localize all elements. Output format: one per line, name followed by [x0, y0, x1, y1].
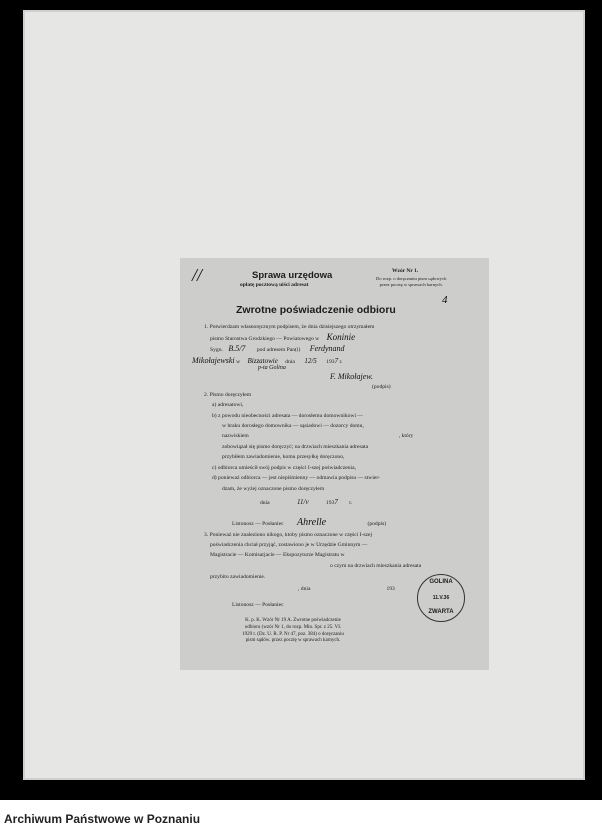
section-3-date-line: , dnia 193	[298, 586, 395, 592]
section-2-heading: 2. Pismo doręczyłem	[204, 392, 252, 398]
section-2-date-line: dnia 11/v 1937 r.	[260, 498, 353, 506]
handwritten-case-number: B.5/7	[228, 344, 246, 353]
handwritten-mark-left: //	[192, 265, 203, 285]
regulation-reference: Do rozp. o doręczaniu pism sądowych przez pocztę w sprawach karnych.	[376, 276, 447, 287]
signature-caption: (podpis)	[372, 384, 391, 390]
section-2-b3: nazwiskiem , który	[222, 433, 414, 439]
handwritten-surname: Mikołajewski	[192, 356, 235, 365]
section-1-line-4: Mikołajewski w Bizzatowie dnia 12/5 1937 r.	[192, 356, 343, 365]
section-2-a: a) adresatowi,	[212, 402, 244, 408]
form-title: Zwrotne poświadczenie odbioru	[236, 304, 396, 316]
section-2-d1: d) ponieważ odbiorca — jest niepiśmienny — odmawia podpisu — stwier-	[212, 475, 380, 481]
form-footnote: K. p. K. Wzór Nr 19 A. Zwrotne poświadczenie odbioru (wzór Nr 1, do rozp. Min. Spr. z 25. VI. 1929 r. (Dz. U. R. P. Nr 47, poz. 384) o doręczaniu pism sądów. przez pocztę w sprawach karnych.	[242, 618, 344, 644]
section-1-line-1: 1. Potwierdzam własnoręcznym podpisem, że dnia dzisiejszego otrzymałem	[204, 324, 375, 330]
archival-page	[23, 10, 585, 780]
stamp-bottom: ZWARTA	[428, 609, 454, 615]
stamp-town: GOLINA	[429, 579, 453, 585]
section-3-line-1: 3. Ponieważ nie znaleziono nikogo, ktoby pismo oznaczone w części I-szej	[204, 532, 373, 538]
postman-line-2: Listonosz — Posłaniec	[232, 602, 284, 608]
postmark-stamp	[417, 574, 465, 622]
section-2-b5: przybiłem zawiadomienie, komu przesyłkę doręczono,	[222, 454, 345, 460]
handwritten-mark-top: 4	[442, 294, 448, 306]
footer-bar	[0, 800, 602, 840]
section-2-b4: zobowiązał się pismo doręczyć; na drzwiach mieszkania adresata	[222, 444, 369, 450]
section-1-line-2: pismo Starostwa Grodzkiego — Powiatowego w Koninie	[210, 332, 356, 342]
postman-signature: Ahrelle	[297, 517, 327, 528]
section-3-line-3: Magistracie — Komisarjacie — Ekspozyturze Magistratu w	[210, 552, 345, 558]
postman-line-1: Listonosz — Posłaniec Ahrelle (podpis)	[232, 517, 387, 528]
section-1-line-3: Sygn. B.5/7 pod adresem Pan(i) Ferdynand	[210, 344, 345, 353]
handwritten-first-name: Ferdynand	[309, 344, 345, 353]
section-3-line-5: przybito zawiadomienie.	[210, 574, 266, 580]
handwritten-post-office: p-ta Golina	[258, 365, 286, 371]
section-3-line-2: poświadczenia chciał przyjąć, zostawiono je w Urzędzie Gminnym —	[210, 542, 368, 548]
header-postage-note: opłatę pocztową uiści adresat	[240, 282, 309, 288]
header-official-matter: Sprawa urzędowa	[252, 270, 333, 281]
archive-name: Archiwum Państwowe w Poznaniu	[4, 812, 201, 826]
section-3-line-4: o czym na drzwiach mieszkania adresata	[330, 563, 422, 569]
section-2-b1: b) z powodu nieobecności adresata — dorosłemu domownikowi —	[212, 413, 363, 419]
stamp-date: 11.V.36	[432, 595, 450, 601]
handwritten-city: Koninie	[326, 332, 356, 342]
handwritten-date: 12/5	[304, 357, 317, 365]
form-template-number: Wzór Nr 1.	[392, 268, 419, 274]
return-receipt-form	[180, 258, 489, 670]
section-2-d2: dzam, że wyżej oznaczone pismo doręczyłem	[222, 486, 325, 492]
recipient-signature: F. Mikołajew.	[330, 372, 374, 381]
handwritten-delivery-date: 11/v	[297, 498, 309, 506]
section-2-b2: w braku dorosłego domownika — sąsiadowi — dozorcy domu,	[222, 423, 364, 429]
section-2-c: c) odbiorca umieścił swój podpis w części I-szej poświadczenia,	[212, 465, 356, 471]
handwritten-place: Bizzatowie	[247, 357, 278, 365]
